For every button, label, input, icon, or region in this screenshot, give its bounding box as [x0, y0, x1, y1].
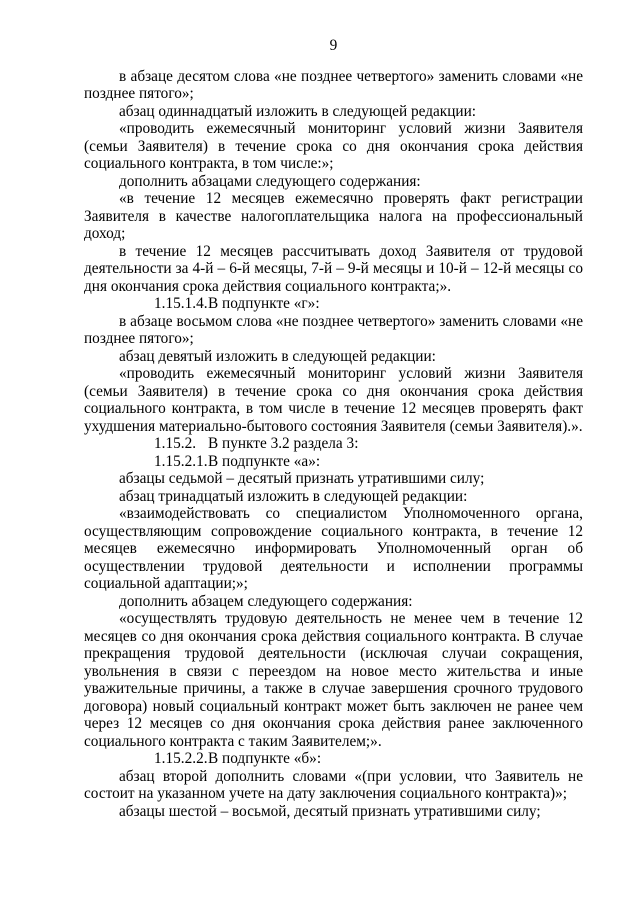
paragraph [84, 610, 583, 750]
clause-number: 1.15.2.2. [154, 750, 208, 767]
paragraph-text: абзацы седьмой – десятый признать утратившими силу; [119, 470, 485, 487]
paragraph [84, 103, 583, 121]
paragraph [84, 68, 583, 103]
paragraph [84, 243, 583, 296]
paragraph [84, 120, 583, 173]
paragraph [84, 750, 583, 768]
paragraph [84, 313, 583, 348]
paragraph-text: абзацы шестой – восьмой, десятый признать утратившими силу; [119, 802, 541, 820]
text-block [84, 37, 583, 820]
paragraph-text: «в течение 12 месяцев ежемесячно проверять факт регистрации Заявителя в качестве налогоплательщика налога на профессиональный доход; [84, 190, 583, 242]
document-body [84, 68, 583, 821]
paragraph-text: В подпункте «а»: [208, 452, 321, 470]
paragraph-text: в течение 12 месяцев рассчитывать доход Заявителя от трудовой деятельности за 4-й – 6-й месяцы, 7-й – 9-й месяцы и 10-й – 12-й месяцы со дня окончания срока действия социального контракта;». [84, 242, 583, 295]
paragraph [84, 453, 583, 471]
paragraph [84, 190, 583, 243]
paragraph [84, 803, 583, 821]
paragraph-text: абзац девятый изложить в следующей редакции: [119, 347, 436, 365]
paragraph [84, 348, 583, 366]
paragraph-text: «осуществлять трудовую деятельность не менее чем в течение 12 месяцев со дня окончания срока действия социального контракта. В случае прекращения трудовой деятельности (исключая случаи сокращения, увольнения в связи с переездом на новое место жительства и иные уважительные причины, а также в случае завершения срочного трудового договора) новый социальный контракт может быть заключен не ранее чем через 12 месяцев со дня окончания срока действия ранее заключенного социального контракта с таким Заявителем;». [84, 610, 583, 750]
paragraph [84, 505, 583, 593]
paragraph [84, 488, 583, 506]
paragraph [84, 435, 583, 453]
paragraph-text: «взаимодействовать со специалистом Уполномоченного органа, осуществляющим сопровождение социального контракта, в течение 12 месяцев ежемесячно информировать Уполномоченный орган об осуществлении трудовой деятельности и исполнении программы социальной адаптации;»; [84, 505, 583, 592]
paragraph-text: абзац второй дополнить словами «(при условии, что Заявитель не состоит на указанном учете на дату заключения социального контракта)»; [84, 767, 583, 802]
paragraph-text: дополнить абзацами следующего содержания: [119, 172, 421, 190]
paragraph [84, 173, 583, 191]
paragraph-text: «проводить ежемесячный мониторинг условий жизни Заявителя (семьи Заявителя) в течение срока со дня окончания срока действия социального контракта, в том числе:»; [84, 120, 583, 172]
paragraph-text: абзац одиннадцатый изложить в следующей редакции: [119, 102, 477, 120]
paragraph-text: В подпункте «б»: [208, 750, 322, 767]
paragraph [84, 768, 583, 803]
paragraph [84, 593, 583, 611]
paragraph-text: в абзаце десятом слова «не позднее четвертого» заменить словами «не позднее пятого»; [84, 67, 583, 102]
paragraph-text: в абзаце восьмом слова «не позднее четвертого» заменить словами «не позднее пятого»; [84, 312, 583, 347]
paragraph-text: В подпункте «г»: [208, 295, 320, 312]
page-number: 9 [329, 37, 338, 54]
clause-number: 1.15.2.1. [154, 452, 208, 470]
clause-number: 1.15.2. [154, 435, 197, 452]
paragraph-text: В пункте 3.2 раздела 3: [208, 435, 359, 452]
paragraph-text: дополнить абзацем следующего содержания: [119, 592, 413, 610]
paragraph-text: «проводить ежемесячный мониторинг условий жизни Заявителя (семьи Заявителя) в течение срока со дня окончания срока действия социального контракта, в том числе в течение 12 месяцев проверять факт ухудшения материально-бытового состояния Заявителя (семьи Заявителя).». [84, 365, 583, 435]
paragraph [84, 470, 583, 488]
clause-number: 1.15.1.4. [154, 295, 208, 312]
paragraph [84, 295, 583, 313]
paragraph-text: абзац тринадцатый изложить в следующей редакции: [119, 487, 468, 505]
paragraph [84, 365, 583, 435]
